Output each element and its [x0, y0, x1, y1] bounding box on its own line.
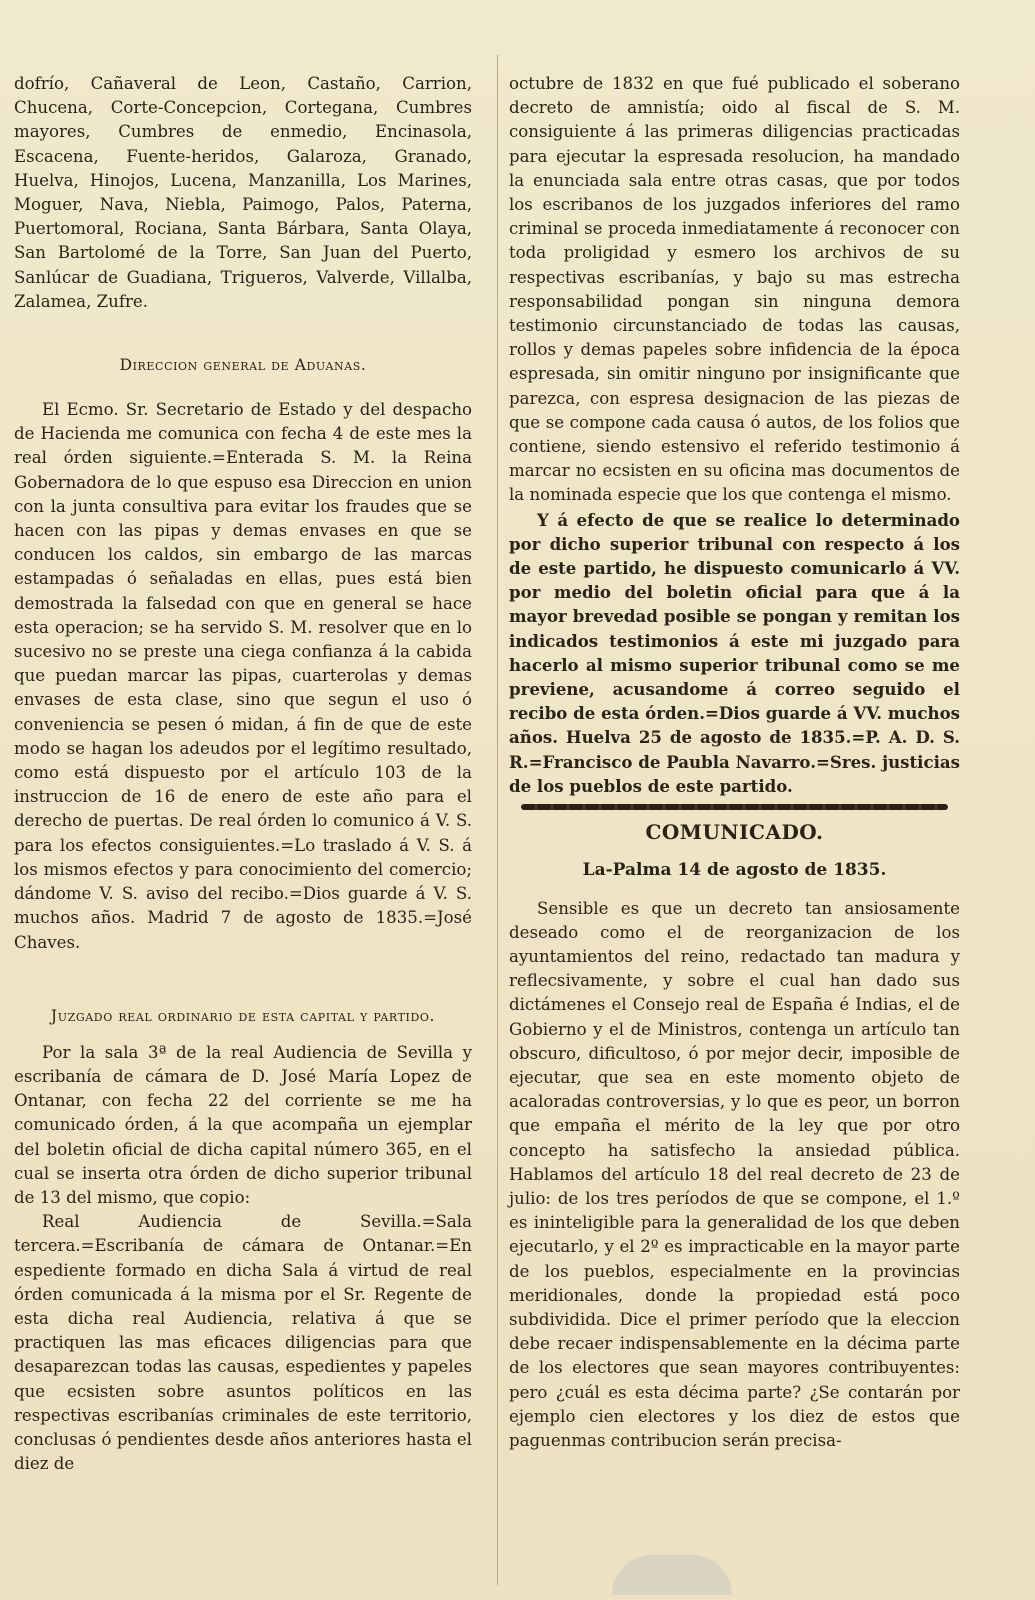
- column-divider: [497, 55, 498, 1585]
- comunicado-heading: COMUNICADO.: [645, 820, 824, 845]
- aduanas-paragraph: El Ecmo. Sr. Secretario de Estado y del despacho de Hacienda me comunica con fecha 4 de este mes la real órden siguiente.=Enterada S. M. la Reina Gobernadora de lo que espuso esa Direccion en union con la junta consultiva para evitar los fraudes que se hacen con las pipas y demas envases en que se conducen los caldos, sin embargo de las marcas estampadas ó señaladas en ellas, pues está bien demostrada la falsedad con que en general se hace esta operacion; se ha servido S. M. resolver que en lo sucesivo no se preste una ciega confianza á la cabida que puedan marcar las pipas, cuarterolas y demas envases de esta clase, sino que segun el uso ó conveniencia se pesen ó midan, á fin de que de este modo se hagan los adeudos por el legítimo resultado, como está dispuesto por el artículo 103 de la instruccion de 16 de enero de este año para el derecho de puertas. De real órden lo comunico á V. S. para los efectos consiguientes.=Lo traslado á V. S. á los mismos efectos y para conocimiento del comercio; dándome V. S. aviso del recibo.=Dios guarde á V. S. muchos años. Madrid 7 de agosto de 1835.=José Chaves.: [14, 400, 472, 952]
- comunicado-paragraph: Sensible es que un decreto tan ansiosamente deseado como el de reorganizacion de los ayuntamientos del reino, redactado tan madura y reflecsivamente, y sobre el cual han dado sus dictámenes el Consejo real de España é Indias, el de Gobierno y el de Ministros, contenga un artículo tan obscuro, dificultoso, ó por mejor decir, imposible de ejecutar, que sea en este momento objeto de acaloradas controversias, y lo que es peor, un borron que empaña el mérito de la ley que por otro concepto ha satisfecho la ansiedad pública. Hablamos del artículo 18 del real decreto de 23 de julio: de los tres períodos de que se compone, el 1.º es ininteligible para la generalidad de los que deben ejecutarlo, y el 2º es impracticable en la mayor parte de los pueblos, especialmente en la provincias meridionales, donde la propiedad está poco subdividida. Dice el primer período que la eleccion debe recaer indispensablemente en la décima parte de los electores que sean mayores contribuyentes: pero ¿cuál es esta décima parte? ¿Se contarán por ejemplo cien electores y los diez de estos que paguenmas contribucion serán precisa-: [509, 898, 960, 1450]
- continuation-paragraph: octubre de 1832 en que fué publicado el soberano decreto de amnistía; oido al fiscal de S. M. consiguiente á las primeras diligencias practicadas para ejecutar la espresada resolucion, ha mandado la enunciada sala entre otras casas, que por todos los escribanos de los juzgados inferiores del ramo criminal se proceda inmediatamente á reconocer con toda proligidad y esmero los archivos de su respectivas escribanías, y bajo su mas estrecha responsabilidad pongan sin ninguna demora testimonio circunstanciado de todas las causas, rollos y demas papeles sobre infidencia de la época espresada, sin omitir ninguno por insignificante que parezca, con espresa designacion de las piezas de que se compone cada causa ó autos, de los folios que contiene, siendo estensivo el referido testimonio á marcar no ecsisten en su oficina mas documentos de la nominada especie que los que contenga el mismo.: [509, 74, 960, 505]
- right-column: [509, 72, 960, 1453]
- section-rule: [521, 804, 948, 810]
- juzgado-heading: Juzgado real ordinario de esta capital y partido.: [50, 1006, 436, 1025]
- audiencia-paragraph: Real Audiencia de Sevilla.=Sala tercera.=Escribanía de cámara de Ontanar.=En espediente formado en dicha Sala á virtud de real órden comunicada á la misma por el Sr. Regente de esta dicha real Audiencia, relativa á que se practiquen las mas eficaces diligencias para que desaparezcan todas las causas, espedientes y papeles que ecsisten sobre asuntos políticos en las respectivas escribanías criminales de este territorio, conclusas ó pendientes desde años anteriores hasta el diez de: [14, 1212, 472, 1474]
- efecto-paragraph: Y á efecto de que se realice lo determinado por dicho superior tribunal con respecto á los de este partido, he dispuesto comunicarlo á VV. por medio del boletin oficial para que á la mayor brevedad posible se pongan y remitan los indicados testimonios á este mi juzgado para hacerlo al mismo superior tribunal como se me previene, acusandome á correo seguido el recibo de esta órden.=Dios guarde á VV. muchos años. Huelva 25 de agosto de 1835.=P. A. D. S. R.=Francisco de Paubla Navarro.=Sres. justicias de los pueblos de este partido.: [509, 509, 961, 796]
- watermark-seal: [612, 1555, 732, 1595]
- left-column: [14, 72, 472, 1476]
- juzgado-paragraph: Por la sala 3ª de la real Audiencia de Sevilla y escribanía de cámara de D. José María Lopez de Ontanar, con fecha 22 del corriente se me ha comunicado órden, á la que acompaña un ejemplar del boletin oficial de dicha capital número 365, en el cual se inserta otra órden de dicho superior tribunal de 13 del mismo, que copio:: [14, 1042, 472, 1207]
- dateline: La-Palma 14 de agosto de 1835.: [582, 860, 887, 881]
- aduanas-heading: Direccion general de Aduanas.: [119, 356, 367, 375]
- towns-list-paragraph: dofrío, Cañaveral de Leon, Castaño, Carrion, Chucena, Corte-Concepcion, Cortegana, Cumbres mayores, Cumbres de enmedio, Encinasola, Escacena, Fuente-heridos, Galaroza, Granado, Huelva, Hinojos, Lucena, Manzanilla, Los Marines, Moguer, Nava, Niebla, Paimogo, Palos, Paterna, Puertomoral, Rociana, Santa Bárbara, Santa Olaya, San Bartolomé de la Torre, San Juan del Puerto, Sanlúcar de Guadiana, Trigueros, Valverde, Villalba, Zalamea, Zufre.: [14, 74, 472, 311]
